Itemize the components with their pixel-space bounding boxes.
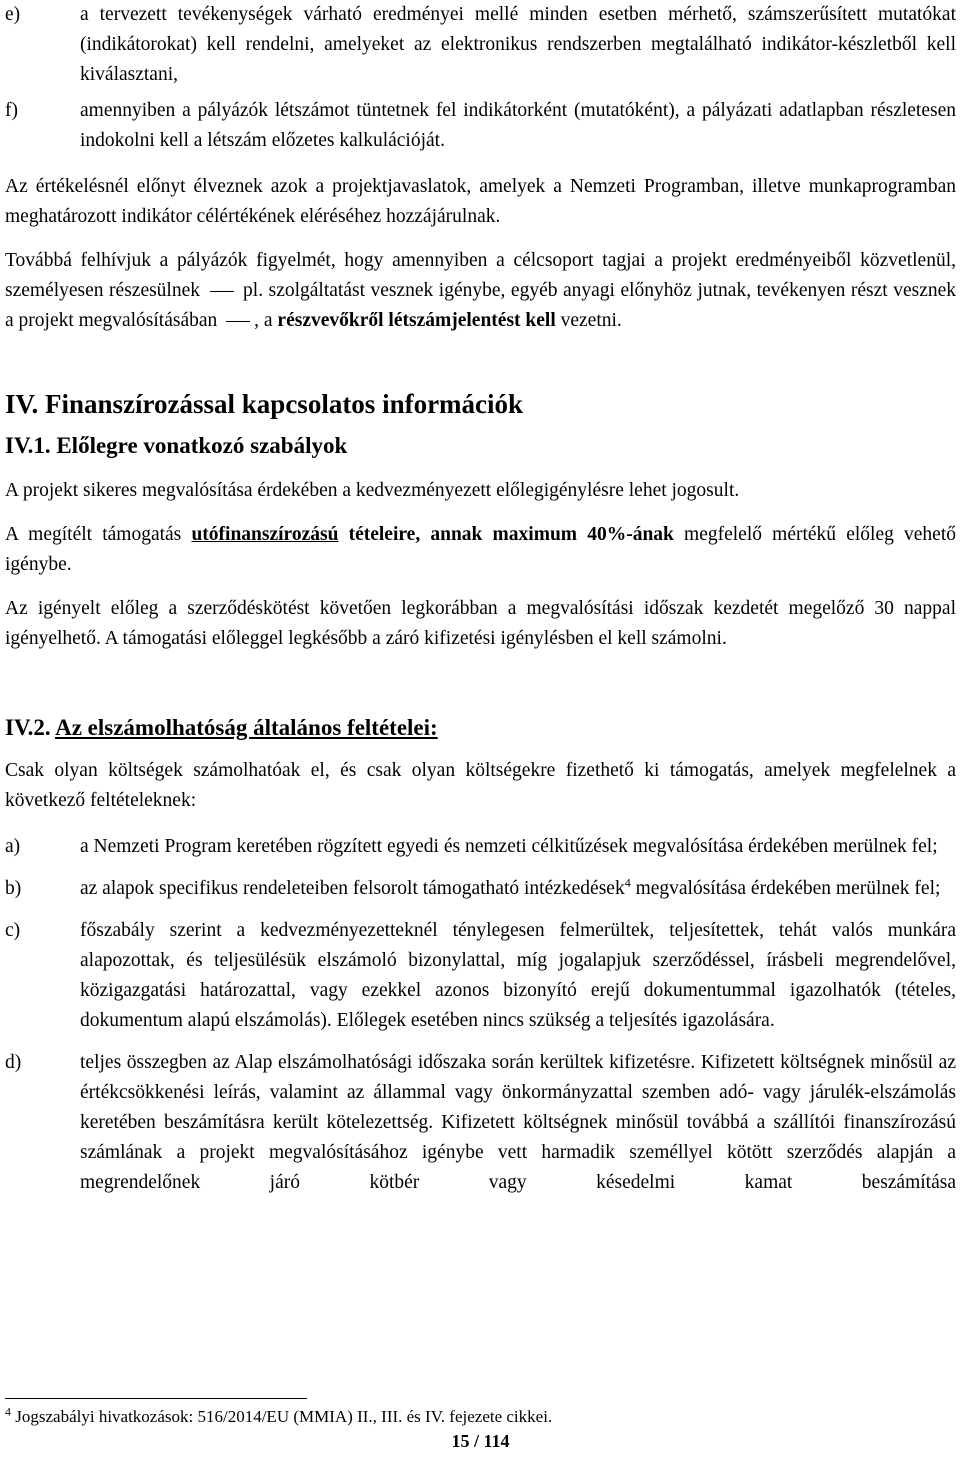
bold-text: részvevőkről létszámjelentést kell (277, 310, 556, 331)
paragraph-evaluation: Az értékelésnél előnyt élveznek azok a projektjavaslatok, amelyek a Nemzeti Programban, illetve munkaprogramban meghatározott indikátor célértékének eléréséhez hozzájárulnak. (5, 176, 956, 227)
footnote-ref: 4 (624, 875, 631, 890)
page-number: 15 / 114 (451, 1431, 510, 1451)
footnote-text: Jogszabályi hivatkozások: 516/2014/EU (MMIA) II., III. és IV. fejezete cikkei. (11, 1407, 553, 1426)
paragraph-eligibility: Csak olyan költségek számolhatóak el, és csak olyan költségekre fizethető ki támogatás, amelyek megfelelnek a következő feltételeknek: (5, 760, 956, 811)
list-item-a (5, 832, 956, 862)
dash (226, 321, 250, 322)
list-label: f) (5, 100, 18, 121)
bold-text: tételeire, annak maximum 40%-ának (338, 524, 674, 545)
paragraph-advance: A projekt sikeres megvalósítása érdekében a kedvezményezett előlegigénylésre lehet jogosult. (5, 480, 740, 501)
section-heading-iv: IV. Finanszírozással kapcsolatos információk (5, 389, 524, 419)
list-text: a tervezett tevékenységek várható eredményei mellé minden esetben mérhető, számszerűsített mutatókat (indikátorokat) kell rendelni, amelyeket az elektronikus rendszerben megtalálható indikátor-készletből kell kiválasztani, (80, 4, 956, 85)
list-text-part: az alapok specifikus rendeleteiben felsorolt támogatható intézkedések (80, 878, 625, 899)
list-item-c (5, 916, 956, 1036)
list-item-b (5, 874, 956, 904)
list-label: b) (5, 878, 22, 899)
bold-underlined-text: utófinanszírozású (191, 524, 339, 545)
dash (210, 291, 234, 292)
list-text: főszabály szerint a kedvezményezetteknél ténylegesen felmerültek, teljesítettek, tehát valós munkára alapozottak, és teljesülésük elszámoló bizonylattal, míg jogalapjuk szerződéssel, írásbeli megrendelővel, közigazgatási határozattal, vagy ezekkel azonos bizonyító erejű dokumentummal igazolhatók (tételes, dokumentum alapú elszámolás). Előlegek esetében nincs szükség a teljesítés igazolására. (80, 920, 956, 1031)
list-label: e) (5, 4, 21, 25)
footnote-area (5, 1398, 956, 1453)
footnote-separator (5, 1398, 307, 1399)
paragraph-advance-amount (5, 520, 956, 580)
section-number: IV.2. (5, 715, 51, 740)
paragraph-text: megfelelő mértékű előleg vehető igénybe. (5, 524, 956, 575)
paragraph-text: A megítélt támogatás (5, 524, 192, 545)
paragraph-participants (5, 246, 956, 336)
footnote-number: 4 (5, 1404, 11, 1419)
list-label: a) (5, 836, 21, 857)
list-text: a Nemzeti Program keretében rögzített egyedi és nemzeti célkitűzések megvalósítása érdekében merülnek fel; (80, 836, 938, 857)
list-item-f (5, 96, 956, 156)
section-title: Az elszámolhatóság általános feltételei: (55, 715, 438, 740)
section-heading-iv-1: IV.1. Előlegre vonatkozó szabályok (5, 433, 348, 458)
list-item-d (5, 1048, 956, 1198)
document-page (5, 0, 956, 1198)
list-text-part: megvalósítása érdekében merülnek fel; (630, 878, 941, 899)
list-label: d) (5, 1052, 22, 1073)
section-heading-iv-2 (5, 712, 956, 744)
list-text: amennyiben a pályázók létszámot tüntetnek fel indikátorként (mutatóként), a pályázati adatlapban részletesen indokolni kell a létszám előzetes kalkulációját. (80, 100, 956, 151)
paragraph-text: pl. szolgáltatást vesznek igénybe, egyéb anyagi előnyhöz jutnak, tevékenyen részt vesznek a projekt megvalósításában (5, 280, 957, 331)
list-item-e (5, 0, 956, 90)
paragraph-text: vezetni. (555, 310, 622, 331)
list-text (80, 874, 956, 904)
footnote (5, 1405, 956, 1429)
paragraph-text: Továbbá felhívjuk a pályázók figyelmét, hogy amennyiben a célcsoport tagjai a projekt eredményeiből közvetlenül, személyesen részesülnek (5, 250, 956, 301)
paragraph-advance-timing: Az igényelt előleg a szerződéskötést követően legkorábban a megvalósítási időszak kezdetét megelőző 30 nappal igényelhető. A támogatási előleggel legkésőbb a záró kifizetési igénylésben el kell számolni. (5, 598, 956, 649)
paragraph-text: , a (254, 310, 273, 331)
list-text: teljes összegben az Alap elszámolhatósági időszaka során kerültek kifizetésre. Kifizetett költségnek minősül az értékcsökkenési leírás, valamint az állammal vagy önkormányzattal szemben adó- vagy járulék-elszámolás keretében beszámításra került kötelezettség. Kifizetett költségnek minősül továbbá a szállítói finanszírozású számlának a projekt megvalósításához igénybe vett harmadik személlyel kötött szerződés alapján a megrendelőnek járó kötbér vagy késedelmi kamat beszámítása (80, 1052, 956, 1193)
list-label: c) (5, 920, 21, 941)
